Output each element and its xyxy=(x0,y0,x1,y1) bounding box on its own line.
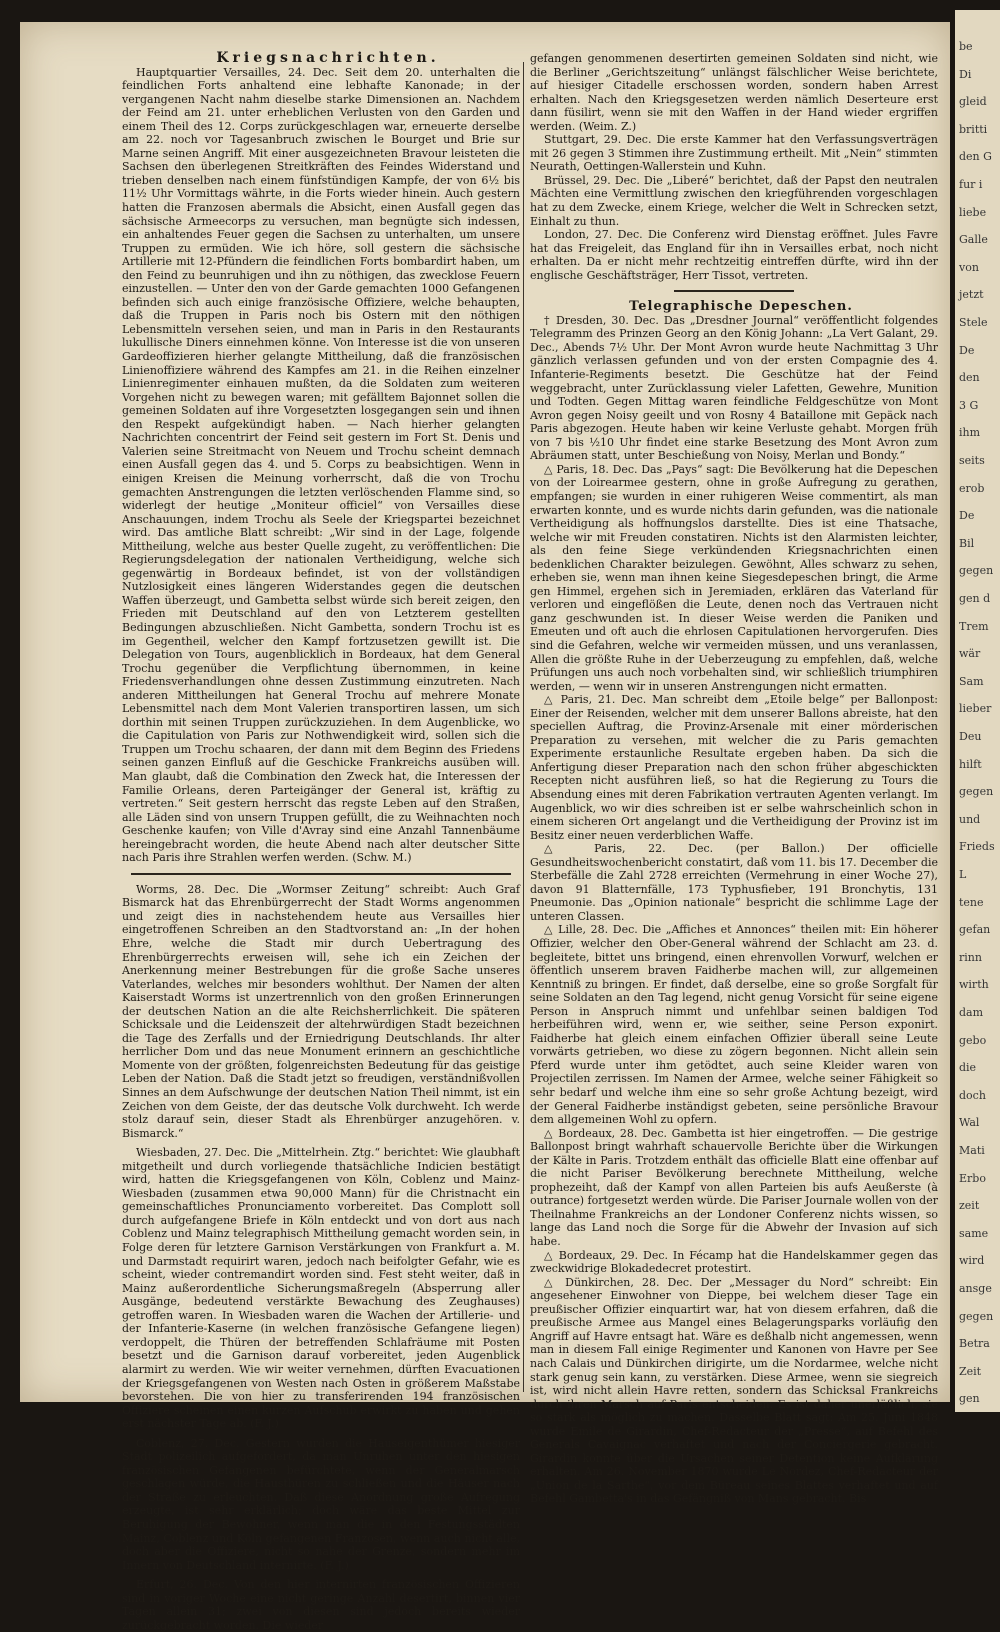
strip-fragment: dam xyxy=(959,1006,984,1019)
strip-fragment: Mati xyxy=(959,1144,985,1157)
article-coblenz: Coblenz, 27. Dec. Gestern wurden die Hauseigenthümer hiesiger Stadt polizeilich aufgefordert, da man Unruhen unter den hiesigen französischen Gefangenen befürchtete, wenn der Generalmarsch geschlagen würde, die Hausthüren zu schließen und die Häuser nach der Straße zu erleuchten. Daß diese Anordnung große Aufregung erzeugte, ist sehr erklärlich; doch wäre das beste Mittel zur Beruhigung der Bewohner, wenn man die in den Festungsstädten Mainz, Coblenz und Köln gefangenen Franzosen, wenn auch nicht alle, doch aber die Offiziere, nicht so nahe der Grenze, sondern mehr im Innern von Deutschland internirte. (F. J.) xyxy=(122,1436,520,1572)
strip-fragment: jetzt xyxy=(959,288,984,302)
article-london: London, 27. Dec. Die Conferenz wird Dienstag eröffnet. Jules Favre hat das Freigeleit, das England für ihn in Versailles erbat, noch nicht erhalten. Da er nicht mehr rechtzeitig eintreffen dürfte, wird ihn der englische Geschäftsträger, Herr Tissot, vertreten. xyxy=(530,228,938,282)
section-heading-kriegsnachrichten: Kriegsnachrichten. xyxy=(216,50,440,66)
strip-fragment: Galle xyxy=(959,233,988,247)
strip-fragment: Wal xyxy=(959,1116,980,1130)
strip-fragment: den xyxy=(959,371,980,385)
strip-fragment: be xyxy=(959,40,973,53)
strip-fragment: gegen xyxy=(959,564,994,578)
strip-fragment: L xyxy=(959,868,967,881)
strip-fragment: den G xyxy=(959,150,992,164)
strip-fragment: und xyxy=(959,812,981,826)
strip-fragment: gleid xyxy=(959,95,987,109)
strip-fragment: Zeit xyxy=(959,1364,982,1378)
strip-fragment: hilft xyxy=(959,757,982,771)
newspaper-page xyxy=(20,22,950,1632)
strip-fragment: britti xyxy=(959,122,988,136)
article-bruessel: Brüssel, 29. Dec. Die „Liberé“ berichtet, daß der Papst den neutralen Mächten eine Vermittlung zwischen den kriegführenden vorgeschlagen hat zu dem Zwecke, einem Kriege, welcher die Welt in Schrecken setzt, Einhalt zu thun. xyxy=(530,173,938,228)
left-column xyxy=(122,52,520,1632)
strip-fragment: 3 G xyxy=(959,398,979,412)
dispatch-lille: △ Lille, 28. Dec. Die „Affiches et Annonces“ theilen mit: Ein höherer Offizier, welcher den Ober-General während der Schlacht am 23. d. begleitete, bittet uns bringend, einen ehrenvollen Vorwurf, welchen er öffentlich unserem braven Faidherbe machen will, zur allgemeinen Kenntniß zu bringen. Er findet, daß derselbe, eine so große Sorgfalt für seine Soldaten an den Tag legend, nicht genug Vorsicht für seine eigene Person in Anspruch nimmt und unfehlbar seinen baldigen Tod herbeiführen wird, wenn er, wie seither, seine Person exponirt. Faidherbe hat gleich einem einfachen Offizier überall seine Leute vorwärts getrieben, wo diese zu zögern begonnen. Nicht allein sein Pferd wurde unter ihm getödtet, auch seine Kleider waren von Projectilen zerrissen. Im Namen der Armee, welche seiner Fähigkeit so sehr bedarf und welche ihm eine so sehr große Achtung bezeigt, wird der General Faidherbe inständigst gebeten, seine persönliche Bravour dem allgemeinen Wohl zu opfern. xyxy=(530,923,938,1127)
dispatch-bordeaux-29: △ Bordeaux, 29. Dec. In Fécamp hat die Handelskammer gegen das zweckwidrige Blokadedecret protestirt. xyxy=(530,1248,938,1276)
strip-fragment: wirth xyxy=(959,978,989,992)
strip-fragment: Deu xyxy=(959,730,982,743)
strip-fragment: gen d xyxy=(959,592,991,605)
strip-fragment: seits xyxy=(959,454,985,467)
article-divider xyxy=(131,873,511,875)
strip-fragment: same xyxy=(959,1226,989,1240)
section-heading-telegraphische-depeschen: Telegraphische Depeschen. xyxy=(629,299,853,315)
article-worms: Worms, 28. Dec. Die „Wormser Zeitung“ schreibt: Auch Graf Bismarck hat das Ehrenbürgerrecht der Stadt Worms angenommen und zeigt dies in nachstehendem heute aus Versailles hier eingetroffenen Schreiben an den Stadtvorstand an: „In der hohen Ehre, welche die Stadt mir durch Uebertragung des Ehrenbürgerrechts erweisen will, sehe ich ein Zeichen der Anerkennung meiner Bestrebungen für die große Sache unseres Vaterlandes, welches mir besonders wohlthut. Der Namen der alten Kaiserstadt Worms ist unzertrennlich von den großen Erinnerungen der deutschen Nation an die alte Reichsherrlichkeit. Die späteren Schicksale und die Leidenszeit der altehrwürdigen Stadt bezeichnen die Tage des Zerfalls und der Erniedrigung Deutschlands. Ihr alter herrlicher Dom und das neue Monument erinnern an geschichtliche Momente von der größten, folgenreichsten Bedeutung für das geistige Leben der Nation. Daß die Stadt jetzt so freudigen, verständnißvollen Sinnes an dem Aufschwunge der deutschen Nation Theil nimmt, ist ein Zeichen von dem Geiste, der das deutsche Volk durchweht. Ich werde stolz darauf sein, dieser Stadt als Ehrenbürger anzugehören. v. Bismarck.“ xyxy=(122,882,520,1140)
strip-fragment: lieber xyxy=(959,702,992,716)
dispatch-paris-22: △ Paris, 22. Dec. (per Ballon.) Der officielle Gesundheitswochenbericht constatirt, daß vom 11. bis 17. December die Sterbefälle die Zahl 2728 erreichten (Vermehrung in einer Woche 27), davon 91 Blatternfälle, 173 Typhusfieber, 191 Bronchytis, 131 Pneumonie. Das „Opinion nationale“ bespricht die schlimme Lage der unteren Classen. xyxy=(530,842,938,923)
strip-fragment: gegen xyxy=(959,1309,994,1323)
article-erfurt: Erfurt, 26. Dec. Von den hier internirten französischen Offizieren sind in voriger Woche eine nicht geringe Anzahl desertirt, binnen vier Tagen allein 31; zwei von diesen sind jedoch bereits wieder zurückgebracht worden. Die wieder xyxy=(122,1578,520,1632)
dispatch-dresden: † Dresden, 30. Dec. Das „Dresdner Journal“ veröffentlicht folgendes Telegramm des Prinzen Georg an den König Johann: „La Vert Galant, 29. Dec., Abends 7½ Uhr. Der Mont Avron wurde heute Nachmittag 3 Uhr gänzlich verlassen gefunden und von der ersten Compagnie des 4. Infanterie-Regiments besetzt. Die Geschütze hat der Feind weggebracht, unter Zurücklassung vieler Lafetten, Gewehre, Munition und Todten. Gegen Mittag waren feindliche Feldgeschütze von Mont Avron gegen Noisy geeilt und von Rosny 4 Bataillone mit Gepäck nach Paris abgezogen. Heute haben wir keine Verluste gehabt. Morgen früh von 7 bis ½10 Uhr findet eine starke Besetzung des Mont Avron zum Abräumen statt, unter Beschießung von Noisy, Merlan und Bondy.“ xyxy=(530,313,938,463)
article-erfurt-continued: gefangen genommenen desertirten gemeinen Soldaten sind nicht, wie die Berliner „Gerichtszeitung“ unlängst fälschlicher Weise berichtete, auf hiesiger Citadelle erschossen worden, sondern haben Arrest erhalten. Nach den Kriegsgesetzen werden nämlich Deserteure erst dann füsilirt, wenn sie mit den Waffen in der Hand wieder ergriffen werden. (Weim. Z.) xyxy=(530,52,938,133)
strip-fragment: ihm xyxy=(959,426,981,440)
article-wiesbaden: Wiesbaden, 27. Dec. Die „Mittelrhein. Ztg.“ berichtet: Wie glaubhaft mitgetheilt und durch vorliegende thatsächliche Indicien bestätigt wird, hatten die Kriegsgefangenen von Köln, Coblenz und Mainz-Wiesbaden (zusammen etwa 90,000 Mann) für die Christnacht ein gemeinschaftliches Pronunciamento vorbereitet. Das Complott soll durch aufgefangene Briefe in Köln entdeckt und von dort aus nach Coblenz und Mainz telegraphisch Mittheilung gemacht worden sein, in Folge deren für letztere Garnison Verstärkungen von Frankfurt a. M. und Darmstadt requirirt waren, jedoch nach beifolgter Gefahr, wie es scheint, wieder contremandirt worden sind. Fest steht weiter, daß in Mainz außerordentliche Sicherungsmaßregeln (Absperrung aller Ausgänge, bedeutend verstärkte Bewachung des Zeughauses) getroffen waren. In Wiesbaden waren die Wachen der Artillerie- und der Infanterie-Kaserne (in welchen französische Gefangene liegen) verdoppelt, die Thüren der betreffenden Schlafräume mit Posten besetzt und die Garnison darauf vorbereitet, jeden Augenblick alarmirt zu werden. Wie wir weiter vernehmen, dürften Evacuationen der Kriegsgefangenen von Westen nach Osten in größerem Maßstabe bevorstehen. Die von hier zu transferirenden 194 französischen Offiziere scheinen einen kurzen Aufschub erwirkt zu haben und gehen erst nächster Tage ab. (F. J.) xyxy=(122,1146,520,1431)
dispatch-bordeaux-28: △ Bordeaux, 28. Dec. Gambetta ist hier eingetroffen. — Die gestrige Ballonpost bringt wahrhaft schauervolle Berichte über die Wirkungen der Kälte in Paris. Trotzdem enthält das officielle Blatt eine offenbar auf die nicht Pariser Bevölkerung berechnete Mittheilung, welche prophezeiht, daß der Kampf von allen Parteien bis aufs Aeußerste (à outrance) fortgesetzt werden würde. Die Pariser Journale wollen von der Theilnahme Frankreichs an der Londoner Conferenz nichts wissen, so lange das Land noch die Sorge für die Abwehr der Invasion auf sich habe. xyxy=(530,1126,938,1249)
strip-fragment: von xyxy=(959,260,979,274)
strip-fragment: Frieds xyxy=(959,840,995,854)
strip-fragment: wär xyxy=(959,647,981,661)
strip-fragment: Bil xyxy=(959,536,975,550)
strip-fragment: gen xyxy=(959,1392,980,1406)
dispatch-paris-21: △ Paris, 21. Dec. Man schreibt dem „Etoile belge“ per Ballonpost: Einer der Reisenden, welcher mit dem unserer Ballons abreiste, hat den speciellen Auftrag, die Provinz-Arsenale mit einer mörderischen Preparation zu versehen, mit welcher die zu Paris gemachten Experimente erstaunliche Resultate ergeben haben. Da sich die Anfertigung dieser Preparation nach den schon früher abgeschickten Recepten nicht ausführen ließ, so hat die Regierung zu Tours die Absendung eines mit deren Fabrikation vertrauten Agenten verlangt. Im Augenblick, wo wir dies schreiben ist er selbe wahrscheinlich schon in einem sicheren Ort angelangt und die Vertheidigung der Provinz ist im Besitz einer neuen verderblichen Waffe. xyxy=(530,693,938,842)
strip-fragment: Di xyxy=(959,67,972,81)
adjacent-page-strip xyxy=(955,10,1000,1412)
strip-fragment: fur i xyxy=(959,178,983,191)
strip-fragment: liebe xyxy=(959,205,987,219)
column-rule xyxy=(523,62,524,1392)
strip-fragment: erob xyxy=(959,481,985,495)
dispatch-paris-18: △ Paris, 18. Dec. Das „Pays“ sagt: Die Bevölkerung hat die Depeschen von der Loirearmee gestern, ohne in große Aufregung zu gerathen, empfangen; sie wurden in einer ruhigeren Weise commentirt, als man erwarten konnte, und es wurde nichts darin gefunden, was die nationale Vertheidigung als hoffnungslos darstellte. Dies ist eine Thatsache, welche wir mit Freuden constatiren. Nichts ist den Alarmisten leichter, als den feine Siege verkündenden Kriegsnachrichten einen bedenklichen Charakter beizulegen. Gewöhnt, Alles schwarz zu sehen, erheben sie, wenn man ihnen keine Siegesdepeschen bringt, die Arme gen Himmel, ergehen sich in Jeremiaden, erklären das Vaterland für verloren und eingeflößen die Leute, denen noch das Vertrauen nicht ganz geschwunden ist. In dieser Weise werden die Paniken und Emeuten und oft auch die ehrlosen Capitulationen hervorgerufen. Dies sind die Gefahren, welche wir vermeiden müssen, und uns veranlassen, Allen die größte Ruhe in der Ueberzeugung zu empfehlen, daß, welche Prüfungen uns auch noch vorbehalten sind, wir schließlich triumphiren werden, — wenn wir in unseren Anstrengungen nicht ermatten. xyxy=(530,462,938,693)
section-divider xyxy=(674,290,794,292)
strip-fragment: rinn xyxy=(959,950,982,964)
strip-fragment: ansge xyxy=(959,1282,992,1295)
strip-fragment: die xyxy=(959,1061,977,1075)
strip-fragment: gefan xyxy=(959,923,991,937)
article-stuttgart: Stuttgart, 29. Dec. Die erste Kammer hat den Verfassungsverträgen mit 26 gegen 3 Stimmen ihre Zustimmung ertheilt. Mit „Nein“ stimmten Neurath, Oettingen-Wallerstein und Kuhn. xyxy=(530,133,938,174)
strip-fragment: doch xyxy=(959,1088,986,1102)
strip-fragment: Betra xyxy=(959,1337,990,1351)
strip-fragment: Erbo xyxy=(959,1171,986,1185)
strip-fragment: Trem xyxy=(959,619,989,633)
strip-fragment: zeit xyxy=(959,1199,980,1213)
strip-fragment: gegen xyxy=(959,785,994,799)
strip-fragment: De xyxy=(959,343,975,357)
strip-fragment: wird xyxy=(959,1254,985,1268)
strip-fragment: tene xyxy=(959,895,984,909)
strip-fragment: Sam xyxy=(959,674,984,688)
dispatch-duenkirchen: △ Dünkirchen, 28. Dec. Der „Messager du Nord“ schreibt: Ein angesehener Einwohner von Dieppe, bei welchem dieser Tage ein preußischer Offizier einquartirt war, hat von diesem erfahren, daß die preußische Armee aus Mangel eines Belagerungsparks vorläufig den Angriff auf Havre entsagt hat. Wäre es deßhalb nicht angemessen, wenn man in diesem Fall einige Regimenter und Kanonen von Havre per See nach Calais und Dünkirchen dirigirte, um die Nordarmee, welche nicht stark genug sein kann, zu verstärken. Diese Armee, wenn sie siegreich ist, wird nicht allein Havre retten, sondern das Schicksal Frankreichs durch ihren Marsch auf Paris entscheiden. Es ist daher unerläßlich, sie so stark als möglich zu machen. Dasselbe Blatt sagt: Am 25. Juni 1848 wurde Emile de Girardin, Chef-Redacteur der „Presse“, auf Befehl des Generals Cavaignac verhaftet und nach der Conciergerie gebracht. Girardin konnte über die Ursachen seiner Detention keine Aufklärung erhalten. Am 26. November 1870 wurde Le Nordez, Chef-Redacteur der „Union de la Sarthe“, vor dem Büreau seines Blattes verhaftet und auf Befehl Gambetta's in das Gefängniß von Mans gebracht. Bis xyxy=(530,1275,938,1506)
strip-fragment: gebo xyxy=(959,1033,987,1047)
strip-fragment: Stele xyxy=(959,316,988,329)
article-versailles: Hauptquartier Versailles, 24. Dec. Seit dem 20. unterhalten die feindlichen Forts anhaltend eine lebhafte Kanonade; in der vergangenen Nacht nahm dieselbe starke Dimensionen an. Nachdem der Feind am 21. unter erheblichen Verlusten von den Garden und einem Theil des 12. Corps zurückgeschlagen war, erneuerte derselbe am 22. noch vor Tagesanbruch zwischen le Bourget und Brie sur Marne seinen Angriff. Mit einer ausgezeichneten Bravour leisteten die Sachsen den überlegenen Streitkräften des Feindes Widerstand und trieben denselben nach einem fünfstündigen Kampfe, der von 6½ bis 11½ Uhr Vormittags währte, in die Forts wieder hinein. Auch gestern hatten die Franzosen abermals die Absicht, einen Ausfall gegen das sächsische Armeecorps zu versuchen, man begnügte sich indessen, ein anhaltendes Feuer gegen die Sachsen zu unterhalten, um unsere Truppen zu ermüden. Wie ich höre, soll gestern die sächsische Artillerie mit 12-Pfündern die feindlichen Forts bombardirt haben, um den Feind zu beunruhigen und ihn zu nöthigen, das zwecklose Feuern einzustellen. — Unter den von der Garde gemachten 1000 Gefangenen befinden sich auch einige französische Offiziere, welche behaupten, daß die Truppen in Paris noch bis Ostern mit den nöthigen Lebensmitteln versehen seien, und man in Paris in den Restaurants lukullische Diners einnehmen könne. Von Interesse ist die von unseren Gardeoffizieren hierher gelangte Mittheilung, daß die französischen Linienoffiziere während des Kampfes am 21. in die Reihen einzelner Linienregimenter einhauen mußten, da die Soldaten zum weiteren Vorgehen nicht zu bewegen waren; mit gefälltem Bajonnet sollen die gemeinen Soldaten auf ihre Vorgesetzten losgegangen sein und ihnen den Respekt aufgekündigt haben. — Nach hierher gelangten Nachrichten concentrirt der Feind seit gestern im Fort St. Denis und Valerien seine Streitmacht von Neuem und Trochu scheint demnach einen Ausfall gegen das 4. und 5. Corps zu beabsichtigen. Wenn in einigen Kreisen die Meinung vorherrscht, daß die von Trochu gemachten Anstrengungen die letzten verlöschenden Flamme sind, so widerlegt der heutige „Moniteur officiel“ von Versailles diese Anschauungen, indem Trochu als Seele der Kriegspartei bezeichnet wird. Das amtliche Blatt schreibt: „Wir sind in der Lage, folgende Mittheilung, welche aus bester Quelle zugeht, zu veröffentlichen: Die Regierungsdelegation der nationalen Vertheidigung, welche sich gegenwärtig in Bordeaux befindet, ist von der vollständigen Nutzlosigkeit eines längeren Widerstandes gegen die deutschen Waffen überzeugt, und Gambetta selbst würde sich bereit zeigen, den Frieden mit Deutschland auf den von Letzterem gestellten Bedingungen abzuschließen. Nicht Gambetta, sondern Trochu ist es im Gegentheil, welcher den Kampf fortzusetzen gewillt ist. Die Delegation von Tours, augenblicklich in Bordeaux, hat dem General Trochu gegenüber die Verpflichtung übernommen, in keine Friedensverhandlungen ohne dessen Zustimmung einzutreten. Nach anderen Mittheilungen hat General Trochu auf mehrere Monate Lebensmittel nach dem Mont Valerien transportiren lassen, um sich dorthin mit seinen Truppen zurückzuziehen. In dem Augenblicke, wo die Capitulation von Paris zur Nothwendigkeit wird, sollen sich die Truppen um Trochu schaaren, der dann mit dem Beginn des Friedens seinen ganzen Einfluß auf die Geschicke Frankreichs ausüben will. Man glaubt, daß die Combination den Zweck hat, die Interessen der Familie Orleans, deren Parteigänger der General ist, kräftig zu vertreten.“ Seit gestern herrscht das regste Leben auf den Straßen, alle Läden sind von unsern Truppen gefüllt, die zu Weihnachten noch Geschenke kaufen; von Ville d'Avray sind eine Anzahl Tannenbäume hereingebracht worden, die heute Abend nach alter deutscher Sitte nach Paris ihre Strahlen werfen werden. (Schw. M.) xyxy=(122,65,520,865)
strip-fragment: De xyxy=(959,509,975,523)
right-column xyxy=(530,52,938,1506)
